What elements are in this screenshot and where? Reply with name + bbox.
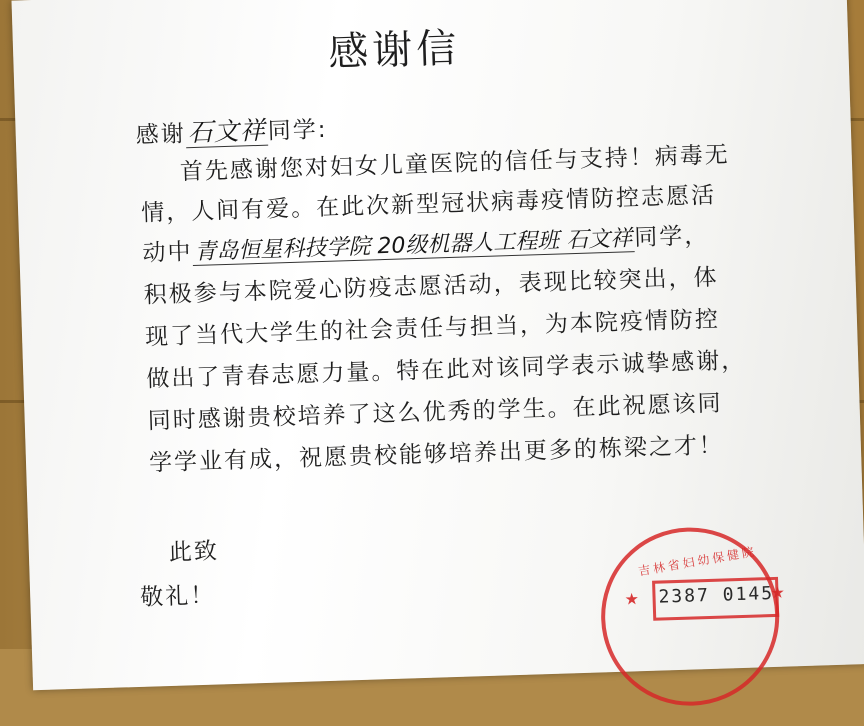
greeting-suffix: 同学: — [267, 116, 328, 145]
letter-line-6: 做出了青春志愿力量。特在此对该同学表示诚挚感谢， — [146, 347, 747, 393]
line3-prefix: 动中 — [142, 239, 193, 267]
greeting-prefix: 感谢 — [135, 121, 187, 149]
letter-line-2: 情，人间有爱。在此次新型冠状病毒疫情防控志愿活 — [140, 182, 717, 227]
closing-line-1: 此致 — [168, 538, 220, 566]
letter-line-4: 积极参与本院爱心防疫志愿活动，表现比较突出，体 — [143, 264, 719, 309]
seal-star-icon: ★ — [624, 589, 640, 609]
closing-line-2: 敬礼！ — [139, 582, 216, 611]
letter-title: 感谢信 — [327, 25, 461, 76]
letter-line-7: 同时感谢贵校培养了这么优秀的学生。在此祝愿该同 — [147, 390, 723, 435]
handwritten-student-name: 石文祥 — [185, 116, 268, 149]
seal-star-icon: ★ — [770, 582, 786, 603]
seal-text: 吉林省妇幼保健院 — [637, 544, 758, 579]
letter-line-1: 首先感谢您对妇女儿童医院的信任与支持！病毒无 — [179, 142, 731, 186]
seal-handwritten-number: 2387 0145 — [658, 582, 775, 608]
letter-line-5: 现了当代大学生的社会责任与担当，为本院疫情防控 — [144, 306, 721, 351]
handwritten-school-class-name: 青岛恒星科技学院 20级机器人工程班 石文祥 — [192, 226, 635, 266]
letter-line-8: 学学业有成，祝愿贵校能够培养出更多的栋梁之才！ — [148, 432, 725, 477]
letter-paper — [11, 0, 864, 690]
line3-suffix: 同学， — [633, 222, 710, 252]
letter-greeting — [135, 109, 328, 151]
